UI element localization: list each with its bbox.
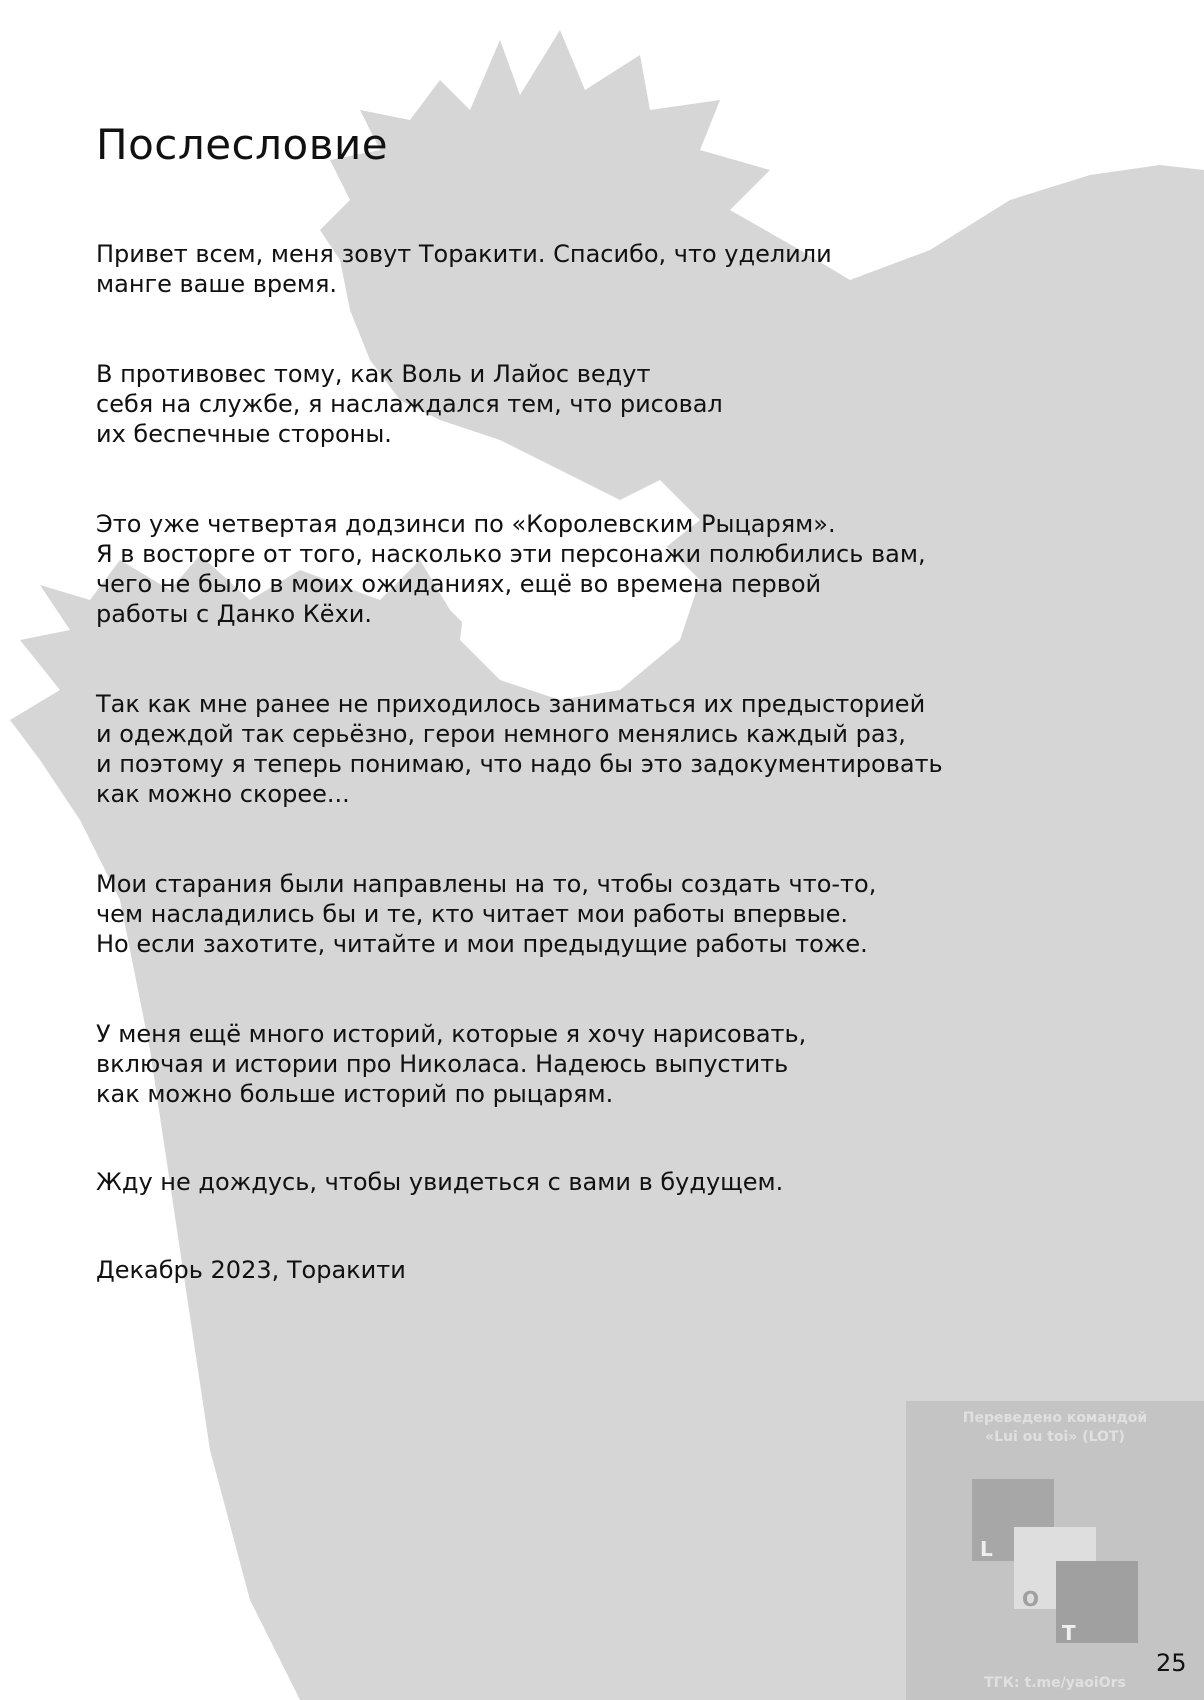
paragraph-greeting: Привет всем, меня зовут Торакити. Спасибо, что уделили манге ваше время. [96,240,832,298]
logo-letter-l: L [980,1537,993,1561]
afterword-content [96,120,1036,1345]
paragraph-see-you: Жду не дождусь, чтобы увидеться с вами в будущем. [96,1168,784,1196]
telegram-channel-link[interactable]: ТГК: t.me/yaoiOrs [984,1675,1126,1691]
paragraph-new-readers: Мои старания были направлены на то, чтобы создать что-то, чем насладились бы и те, кто читает мои работы впервые. Но если захотите, читайте и мои предыдущие работы тоже. [96,870,877,958]
paragraph-fourth-doujinshi: Это уже четвертая додзинси по «Королевским Рыцарям». Я в восторге от того, насколько эти персонажи полюбились вам, чего не было в моих ожиданиях, ещё во времена первой работы с Данко Кёхи. [96,510,926,628]
paragraph-more-stories: У меня ещё много историй, которые я хочу нарисовать, включая и истории про Николаса. Надеюсь выпустить как можно больше историй по рыцарям. [96,1020,807,1108]
paragraph-carefree-sides: В противовес тому, как Воль и Лайос ведут себя на службе, я наслаждался тем, что рисовал их беспечные стороны. [96,360,723,448]
logo-letter-t: T [1062,1621,1076,1645]
signature-date: Декабрь 2023, Торакити [96,1256,406,1284]
logo-letter-o: O [1022,1587,1040,1611]
translator-credit-text: Переведено командой «Lui ou toi» (LOT) [962,1410,1148,1445]
page-number: 25 [1156,1649,1187,1677]
page-title: Послесловие [96,120,389,169]
paragraph-backstory: Так как мне ранее не приходилось заниматься их предысторией и одеждой так серьёзно, герои немного менялись каждый раз, и поэтому я теперь понимаю, что надо бы это задокументировать как можно скорее... [96,690,943,808]
